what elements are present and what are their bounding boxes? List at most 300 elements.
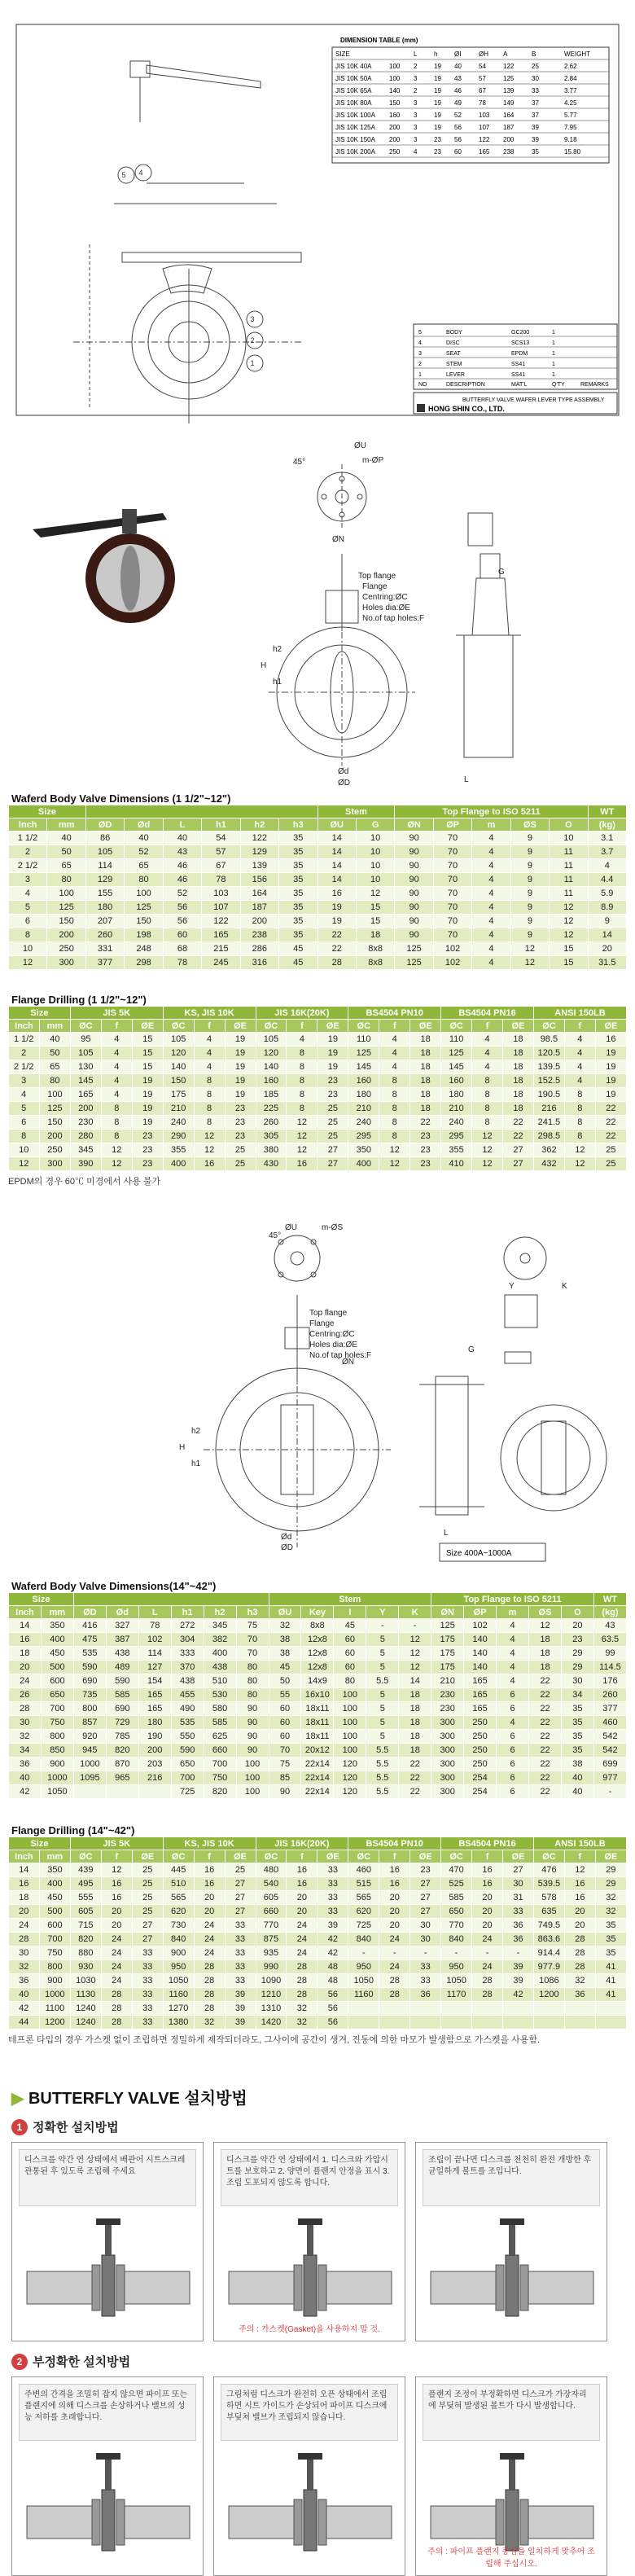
table-cell: 480 (256, 1863, 287, 1877)
table-cell: 31.5 (588, 956, 626, 970)
correct-panel-2 (213, 2142, 405, 2341)
dim-table-cell: 165 (479, 148, 490, 156)
table-cell: 350 (39, 1863, 70, 1877)
table-cell: 542 (593, 1744, 626, 1758)
table-cell: 32 (595, 1905, 626, 1919)
table-cell: 35 (561, 1744, 593, 1758)
table-cell: 24 (287, 1919, 318, 1933)
table-cell: 16 (318, 887, 356, 901)
table-row (9, 1102, 627, 1116)
table-row (9, 901, 627, 915)
table-cell: 590 (73, 1661, 106, 1674)
schematic-label: 45° (269, 1231, 282, 1240)
table-cell: 180 (138, 1716, 171, 1730)
dim-table-header: ØH (479, 50, 488, 58)
table-cell: 240 (441, 1116, 472, 1130)
table-cell: 50 (47, 845, 85, 859)
table-cell: 4 (472, 832, 510, 845)
table-cell: 1380 (163, 2016, 194, 2030)
table-cell: 23 (318, 1074, 348, 1088)
column-header: ØN (395, 818, 433, 832)
parts-cell: BODY (446, 330, 462, 336)
table-cell: 46 (163, 873, 201, 887)
column-header: f (101, 1020, 132, 1033)
group-header: KS, JIS 10K (163, 1007, 256, 1020)
table-cell: 70 (433, 845, 471, 859)
table-cell: 176 (593, 1674, 626, 1688)
table-cell: 2 (9, 1047, 40, 1060)
table-cell: 880 (70, 1946, 101, 1960)
table-cell: 90 (395, 928, 433, 942)
table-cell: 438 (106, 1647, 138, 1661)
table-cell: 34 (561, 1688, 593, 1702)
dim-table-cell: 125 (503, 75, 515, 82)
table-cell: 4 (497, 1661, 529, 1674)
table-cell (564, 2016, 595, 2030)
table-cell: 500 (41, 1661, 73, 1674)
table-row (9, 1702, 627, 1716)
dim-table-cell: 9.18 (564, 136, 577, 143)
column-header: ØS (529, 1606, 562, 1619)
table-cell: 4 (9, 1088, 40, 1102)
table-cell: 80 (39, 1074, 70, 1088)
table-cell: 152.5 (533, 1074, 564, 1088)
table-cell: 180 (85, 901, 124, 915)
table-cell: 41 (595, 1960, 626, 1974)
table-cell: 19 (225, 1047, 256, 1060)
table-row (9, 832, 627, 845)
table-cell: 19 (225, 1088, 256, 1102)
table-cell: 730 (163, 1919, 194, 1933)
table-cell: 580 (204, 1702, 236, 1716)
table-cell: 9 (510, 832, 549, 845)
table-cell: 10 (356, 832, 394, 845)
table-cell (379, 2016, 410, 2030)
table-row (9, 928, 627, 942)
table-cell: 27 (225, 1891, 256, 1905)
table-cell: 102 (433, 956, 471, 970)
table-cell: 850 (41, 1744, 73, 1758)
table-row (9, 1946, 627, 1960)
table-cell: 4 (497, 1716, 529, 1730)
table-cell: 16 (379, 1863, 410, 1877)
table-cell: 540 (256, 1877, 287, 1891)
table-cell: 29 (561, 1647, 593, 1661)
table-cell: 4 (101, 1047, 132, 1060)
table-cell: 6 (9, 915, 47, 928)
dim-table-header: WEIGHT (564, 50, 590, 58)
table-cell: 377 (593, 1702, 626, 1716)
dim-table-cell: 52 (454, 112, 462, 119)
table-cell: 22 (595, 1102, 626, 1116)
table-cell: 32 (287, 2002, 318, 2016)
table-cell: 56 (163, 901, 201, 915)
table-cell (564, 2002, 595, 2016)
table-cell: 1 1/2 (9, 1033, 40, 1047)
table1-body-dimensions (8, 805, 627, 970)
table-cell: 12x8 (301, 1647, 334, 1661)
table-cell: 225 (256, 1102, 287, 1116)
table-cell: 175 (431, 1661, 464, 1674)
table-cell: 114 (85, 859, 124, 873)
table-cell: 241.5 (533, 1116, 564, 1130)
table-cell: 100 (125, 887, 163, 901)
table-cell: 102 (464, 1619, 497, 1633)
dim-table-cell: 3 (414, 75, 418, 82)
table-cell: 5 (366, 1730, 399, 1744)
schematic-label: ØD (338, 779, 350, 788)
table-row (9, 1919, 627, 1933)
table-cell: 735 (73, 1688, 106, 1702)
column-header: ØC (256, 1020, 287, 1033)
table-cell: 12 (564, 1863, 595, 1877)
table-cell: 18 (399, 1744, 431, 1758)
table-cell: 80 (236, 1674, 269, 1688)
column-header: ØS (510, 818, 549, 832)
schematic-label: Y (509, 1282, 515, 1291)
table-cell: 18 (410, 1088, 441, 1102)
table-cell: 820 (70, 1933, 101, 1946)
table-cell: 23 (561, 1633, 593, 1647)
table-cell (503, 2002, 534, 2016)
table-cell: 65 (47, 859, 85, 873)
table-cell: 19 (318, 1033, 348, 1047)
table-cell: 1240 (70, 2016, 101, 2030)
column-header: G (356, 818, 394, 832)
table-cell: 50 (269, 1674, 301, 1688)
dim-table-cell: 23 (434, 136, 441, 143)
group-header: ANSI 150LB (533, 1837, 626, 1850)
valve-photo (33, 509, 175, 623)
table-cell: 33 (225, 1974, 256, 1988)
pipe-valve-illustration (19, 2449, 198, 2555)
table-row (9, 1758, 627, 1771)
table-cell: 165 (202, 928, 240, 942)
table-cell: 362 (533, 1143, 564, 1157)
column-header: ØD (73, 1606, 106, 1619)
column-header: ØU (269, 1606, 301, 1619)
table-cell: 700 (204, 1758, 236, 1771)
dim-table-cell: 187 (503, 124, 515, 131)
table-cell: 6 (497, 1702, 529, 1716)
table-cell: 27 (410, 1905, 441, 1919)
table-cell: 660 (256, 1905, 287, 1919)
table-cell: 56 (318, 1988, 348, 2002)
table-cell: 24 (101, 1974, 132, 1988)
table-cell: 27 (410, 1891, 441, 1905)
table-cell: - (410, 1946, 441, 1960)
table-cell: 18x11 (301, 1716, 334, 1730)
table-cell: 18 (399, 1688, 431, 1702)
correct-panel-3 (415, 2142, 607, 2341)
column-header: ØE (318, 1850, 348, 1863)
table-cell: 23 (318, 1088, 348, 1102)
table-cell: 770 (441, 1919, 472, 1933)
large-valve-schematic (0, 1213, 635, 1572)
table-cell: 14 (318, 845, 356, 859)
table-cell: 200 (70, 1102, 101, 1116)
table4-large-flange-drilling (8, 1837, 627, 2030)
group-header: BS4504 PN10 (348, 1007, 441, 1020)
table3-large-body-dimensions (8, 1592, 627, 1799)
table-cell: 23 (132, 1130, 163, 1143)
parts-cell: 3 (418, 351, 422, 357)
table-cell: 120 (334, 1758, 366, 1771)
table-cell: 25 (132, 1905, 163, 1919)
table-cell: 30 (9, 1716, 42, 1730)
table-cell: 1086 (533, 1974, 564, 1988)
table-cell: 300 (431, 1730, 464, 1744)
dim-table-header: ØI (454, 50, 462, 58)
table-cell: 489 (106, 1661, 138, 1674)
table-cell: 1160 (163, 1988, 194, 2002)
table-row (9, 887, 627, 901)
pipe-valve-illustration (221, 2214, 400, 2320)
table-cell: 25 (318, 1130, 348, 1143)
number-one-icon: 1 (11, 2119, 28, 2135)
table-cell: 48 (318, 1960, 348, 1974)
table-cell: 950 (348, 1960, 379, 1974)
table-cell: 16 (101, 1891, 132, 1905)
table-cell: 28 (101, 2002, 132, 2016)
group-header: Stem (269, 1593, 431, 1606)
table-cell: 30 (561, 1674, 593, 1688)
arrow-icon: ▶ (11, 2090, 28, 2108)
table-cell: 12 (9, 956, 47, 970)
column-header: ØC (533, 1850, 564, 1863)
table-cell: 36 (503, 1933, 534, 1946)
table-cell: 840 (441, 1933, 472, 1946)
dim-table-cell: 56 (454, 136, 462, 143)
table-cell: 18 (529, 1633, 562, 1647)
assembly-drawing-svg (0, 0, 635, 423)
table-cell: 460 (348, 1863, 379, 1877)
dim-table-cell: 60 (454, 148, 462, 156)
table-cell: 12 (399, 1633, 431, 1647)
table-cell (533, 2016, 564, 2030)
table-row (9, 2016, 627, 2030)
table-cell: 250 (464, 1758, 497, 1771)
dim-table-cell: 3 (414, 112, 418, 119)
table-cell: 78 (163, 956, 201, 970)
parts-cell: 1 (552, 340, 555, 346)
group-header: Size (9, 1593, 74, 1606)
table-cell: 200 (138, 1744, 171, 1758)
column-header: O (550, 818, 588, 832)
table-cell: 19 (225, 1033, 256, 1047)
table-cell: 70 (433, 832, 471, 845)
table-cell: 100 (236, 1771, 269, 1785)
table-cell: 19 (318, 901, 356, 915)
table-cell: 160 (441, 1074, 472, 1088)
table-cell: 6 (497, 1744, 529, 1758)
table-cell: 22 (529, 1688, 562, 1702)
table-cell: 450 (41, 1647, 73, 1661)
schematic-label: ØN (332, 535, 344, 544)
table-cell: 165 (138, 1702, 171, 1716)
table-cell: 298 (125, 956, 163, 970)
table-cell: 35 (279, 887, 318, 901)
column-header: ØC (70, 1850, 101, 1863)
table-cell: 105 (70, 1047, 101, 1060)
table-cell: 565 (163, 1891, 194, 1905)
table-cell: 139 (240, 859, 278, 873)
table-cell: 1030 (70, 1974, 101, 1988)
table-cell: 260 (85, 928, 124, 942)
table-cell: 8 (9, 1130, 40, 1143)
table-row (9, 956, 627, 970)
table-cell: 25 (595, 1143, 626, 1157)
table-cell: 12 (379, 1143, 410, 1157)
table-cell: 245 (202, 956, 240, 970)
panel-description: 주변의 간격을 조밀히 잡지 않으면 파이프 또는 플랜지에 의해 디스크를 손상하거나 밸브의 성능 저하를 초래합니다. (19, 2384, 196, 2441)
table-cell: 750 (41, 1716, 73, 1730)
table-cell: 90 (395, 901, 433, 915)
table-cell: 530 (204, 1688, 236, 1702)
dim-table-cell: 78 (479, 99, 486, 107)
table-cell: 90 (395, 887, 433, 901)
table-cell: 300 (47, 956, 85, 970)
table-cell: 8 (194, 1074, 225, 1088)
table-cell: 25 (132, 1891, 163, 1905)
table-cell: 110 (441, 1033, 472, 1047)
table-cell: 1310 (256, 2002, 287, 2016)
table-cell: 1200 (39, 2016, 70, 2030)
dim-table-cell: 19 (434, 112, 441, 119)
table-cell: 8 (287, 1102, 318, 1116)
table-cell: 18 (9, 1891, 40, 1905)
table-row (9, 1988, 627, 2002)
table-cell: 28 (101, 1988, 132, 2002)
table-cell (533, 2002, 564, 2016)
group-header (73, 1593, 269, 1606)
table-cell: 27 (318, 1157, 348, 1171)
wrong-panel-2 (213, 2376, 405, 2576)
table-row (9, 845, 627, 859)
table-cell: 950 (163, 1960, 194, 1974)
table-cell: 11 (550, 873, 588, 887)
table-cell: 9 (510, 901, 549, 915)
column-header: f (564, 1020, 595, 1033)
table-cell: 100 (334, 1688, 366, 1702)
dim-table-cell: 200 (389, 136, 401, 143)
table-cell: 19 (595, 1074, 626, 1088)
valve-photo-and-schematic (0, 432, 635, 790)
column-header: L (163, 818, 201, 832)
table-cell: 19 (132, 1088, 163, 1102)
table-cell: 19 (318, 915, 356, 928)
table-cell: 535 (73, 1647, 106, 1661)
table-cell: 129 (240, 845, 278, 859)
dim-table-cell: JIS 10K 150A (335, 136, 375, 143)
schematic-label: Centring:ØC (309, 1330, 355, 1339)
table2-flange-drilling (8, 1006, 627, 1171)
svg-text:5: 5 (121, 171, 126, 179)
table-cell: 387 (106, 1633, 138, 1647)
table-cell: 660 (204, 1744, 236, 1758)
table-row (9, 1730, 627, 1744)
dim-table-cell: 238 (503, 148, 515, 156)
table-cell: 8.9 (588, 901, 626, 915)
table-cell: 28 (472, 1974, 503, 1988)
table-cell (410, 2002, 441, 2016)
table-cell: 5 (366, 1716, 399, 1730)
table-cell: 4 (379, 1047, 410, 1060)
dim-table-cell: 140 (389, 87, 401, 94)
schematic-label: No.of tap holes:F (362, 614, 425, 623)
table-cell: 35 (279, 832, 318, 845)
table-cell: 8 (194, 1088, 225, 1102)
column-header: ØC (348, 1020, 379, 1033)
column-header: h1 (171, 1606, 204, 1619)
group-header: JIS 16K(20K) (256, 1007, 348, 1020)
table-cell: 22 (318, 942, 356, 956)
column-header: ØE (132, 1850, 163, 1863)
table-cell: 438 (171, 1674, 204, 1688)
table-cell: 16 (472, 1877, 503, 1891)
table-cell: 620 (348, 1905, 379, 1919)
table-cell: 28 (564, 1933, 595, 1946)
table-cell: 98.5 (533, 1033, 564, 1047)
table-cell: 22 (529, 1674, 562, 1688)
table-cell: 86 (85, 832, 124, 845)
table-cell: 23 (225, 1130, 256, 1143)
table-cell: 14 (399, 1674, 431, 1688)
table-cell: 9 (510, 915, 549, 928)
table-cell: 840 (348, 1933, 379, 1946)
table-cell: 800 (41, 1730, 73, 1744)
table-cell: 35 (279, 859, 318, 873)
table-cell: 107 (202, 901, 240, 915)
table-cell: 345 (70, 1143, 101, 1157)
table-cell: 99 (593, 1647, 626, 1661)
dim-table-cell: 19 (434, 63, 441, 70)
table-cell: 28 (564, 1946, 595, 1960)
column-header: Inch (9, 1020, 40, 1033)
table-cell: 25 (225, 1157, 256, 1171)
table-cell: 27 (503, 1143, 534, 1157)
table-cell: 12 (287, 1143, 318, 1157)
table-cell: 33 (132, 1960, 163, 1974)
table-cell: 20 (561, 1619, 593, 1633)
table-cell: 295 (348, 1130, 379, 1143)
table-row (9, 942, 627, 956)
group-header: BS4504 PN16 (441, 1007, 534, 1020)
schematic-label: m-ØS (322, 1223, 344, 1232)
table-cell: 33 (225, 1933, 256, 1946)
dim-table-cell: 19 (434, 87, 441, 94)
table-cell: 33 (225, 1919, 256, 1933)
table-cell (441, 2016, 472, 2030)
table-cell: 250 (464, 1716, 497, 1730)
column-header: f (379, 1020, 410, 1033)
table-cell: 40 (561, 1785, 593, 1799)
table-cell: 78 (202, 873, 240, 887)
table-cell: 5.5 (366, 1785, 399, 1799)
table-cell: 20 (472, 1905, 503, 1919)
table-cell: 114.5 (593, 1661, 626, 1674)
dim-table-cell: 200 (503, 136, 515, 143)
table-cell: 900 (39, 1974, 70, 1988)
dim-table-cell: JIS 10K 125A (335, 124, 375, 131)
table-cell: 19 (132, 1074, 163, 1088)
table-cell: 382 (204, 1633, 236, 1647)
correct-install-panels (0, 2142, 635, 2341)
table-cell: 156 (240, 873, 278, 887)
column-header: ØC (70, 1020, 101, 1033)
table-cell: 4 (497, 1674, 529, 1688)
table-cell: 690 (73, 1674, 106, 1688)
